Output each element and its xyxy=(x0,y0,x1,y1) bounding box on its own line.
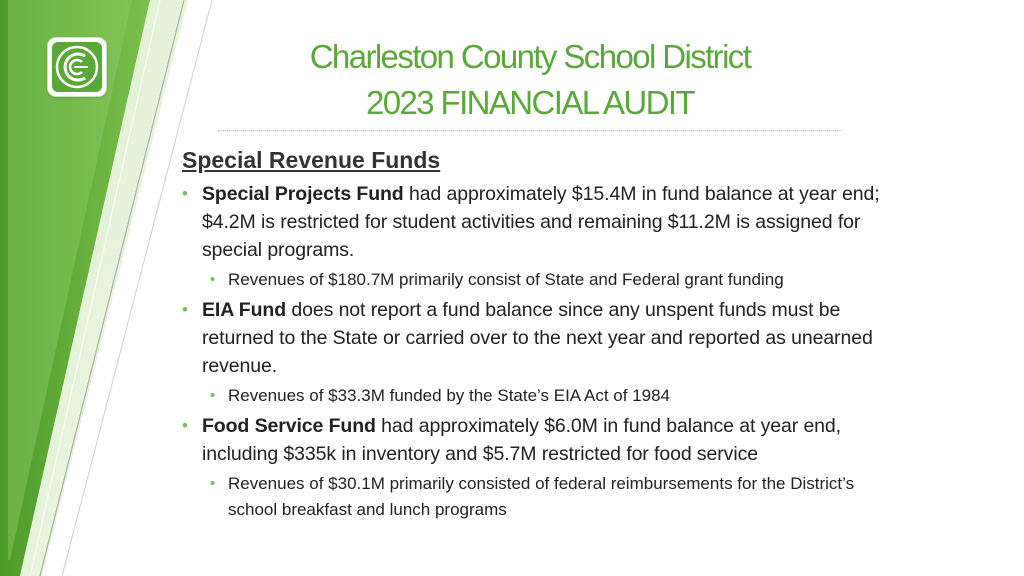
sub-bullet-eia-revenue: • Revenues of $33.3M funded by the State’s EIA Act of 1984 xyxy=(182,383,902,409)
fund-description: had approximately $15.4M in fund balance at year end; $4.2M is restricted for student activities and remaining $11.2M is assigned for special programs. xyxy=(202,183,880,261)
district-logo xyxy=(48,38,106,96)
fund-name: Special Projects Fund xyxy=(202,183,404,205)
section-heading: Special Revenue Funds xyxy=(182,147,441,173)
title-line-2: 2023 FINANCIAL AUDIT xyxy=(365,84,695,121)
title-line-1: Charleston County School District xyxy=(309,38,751,75)
bullet-eia-fund xyxy=(182,296,902,380)
fund-description: had approximately $6.0M in fund balance at year end, including $335k in inventory and $5.7M restricted for food service xyxy=(202,415,841,465)
bullet-list xyxy=(182,180,902,523)
slide-body xyxy=(182,144,902,526)
sub-bullet-food-service-revenue: • Revenues of $30.1M primarily consisted of federal reimbursements for the District’s school breakfast and lunch programs xyxy=(182,471,902,523)
slide-title xyxy=(220,34,840,126)
fund-description: does not report a fund balance since any unspent funds must be returned to the State or carried over to the next year and reported as unearned revenue. xyxy=(202,299,873,377)
bullet-food-service-fund xyxy=(182,412,902,468)
fund-name: EIA Fund xyxy=(202,299,287,321)
sub-bullet-special-projects-revenue: • Revenues of $180.7M primarily consist of State and Federal grant funding xyxy=(182,267,902,293)
bullet-special-projects-fund xyxy=(182,180,902,264)
ccsd-monogram-icon xyxy=(52,42,102,92)
title-divider xyxy=(218,130,842,131)
fund-name: Food Service Fund xyxy=(202,415,376,437)
